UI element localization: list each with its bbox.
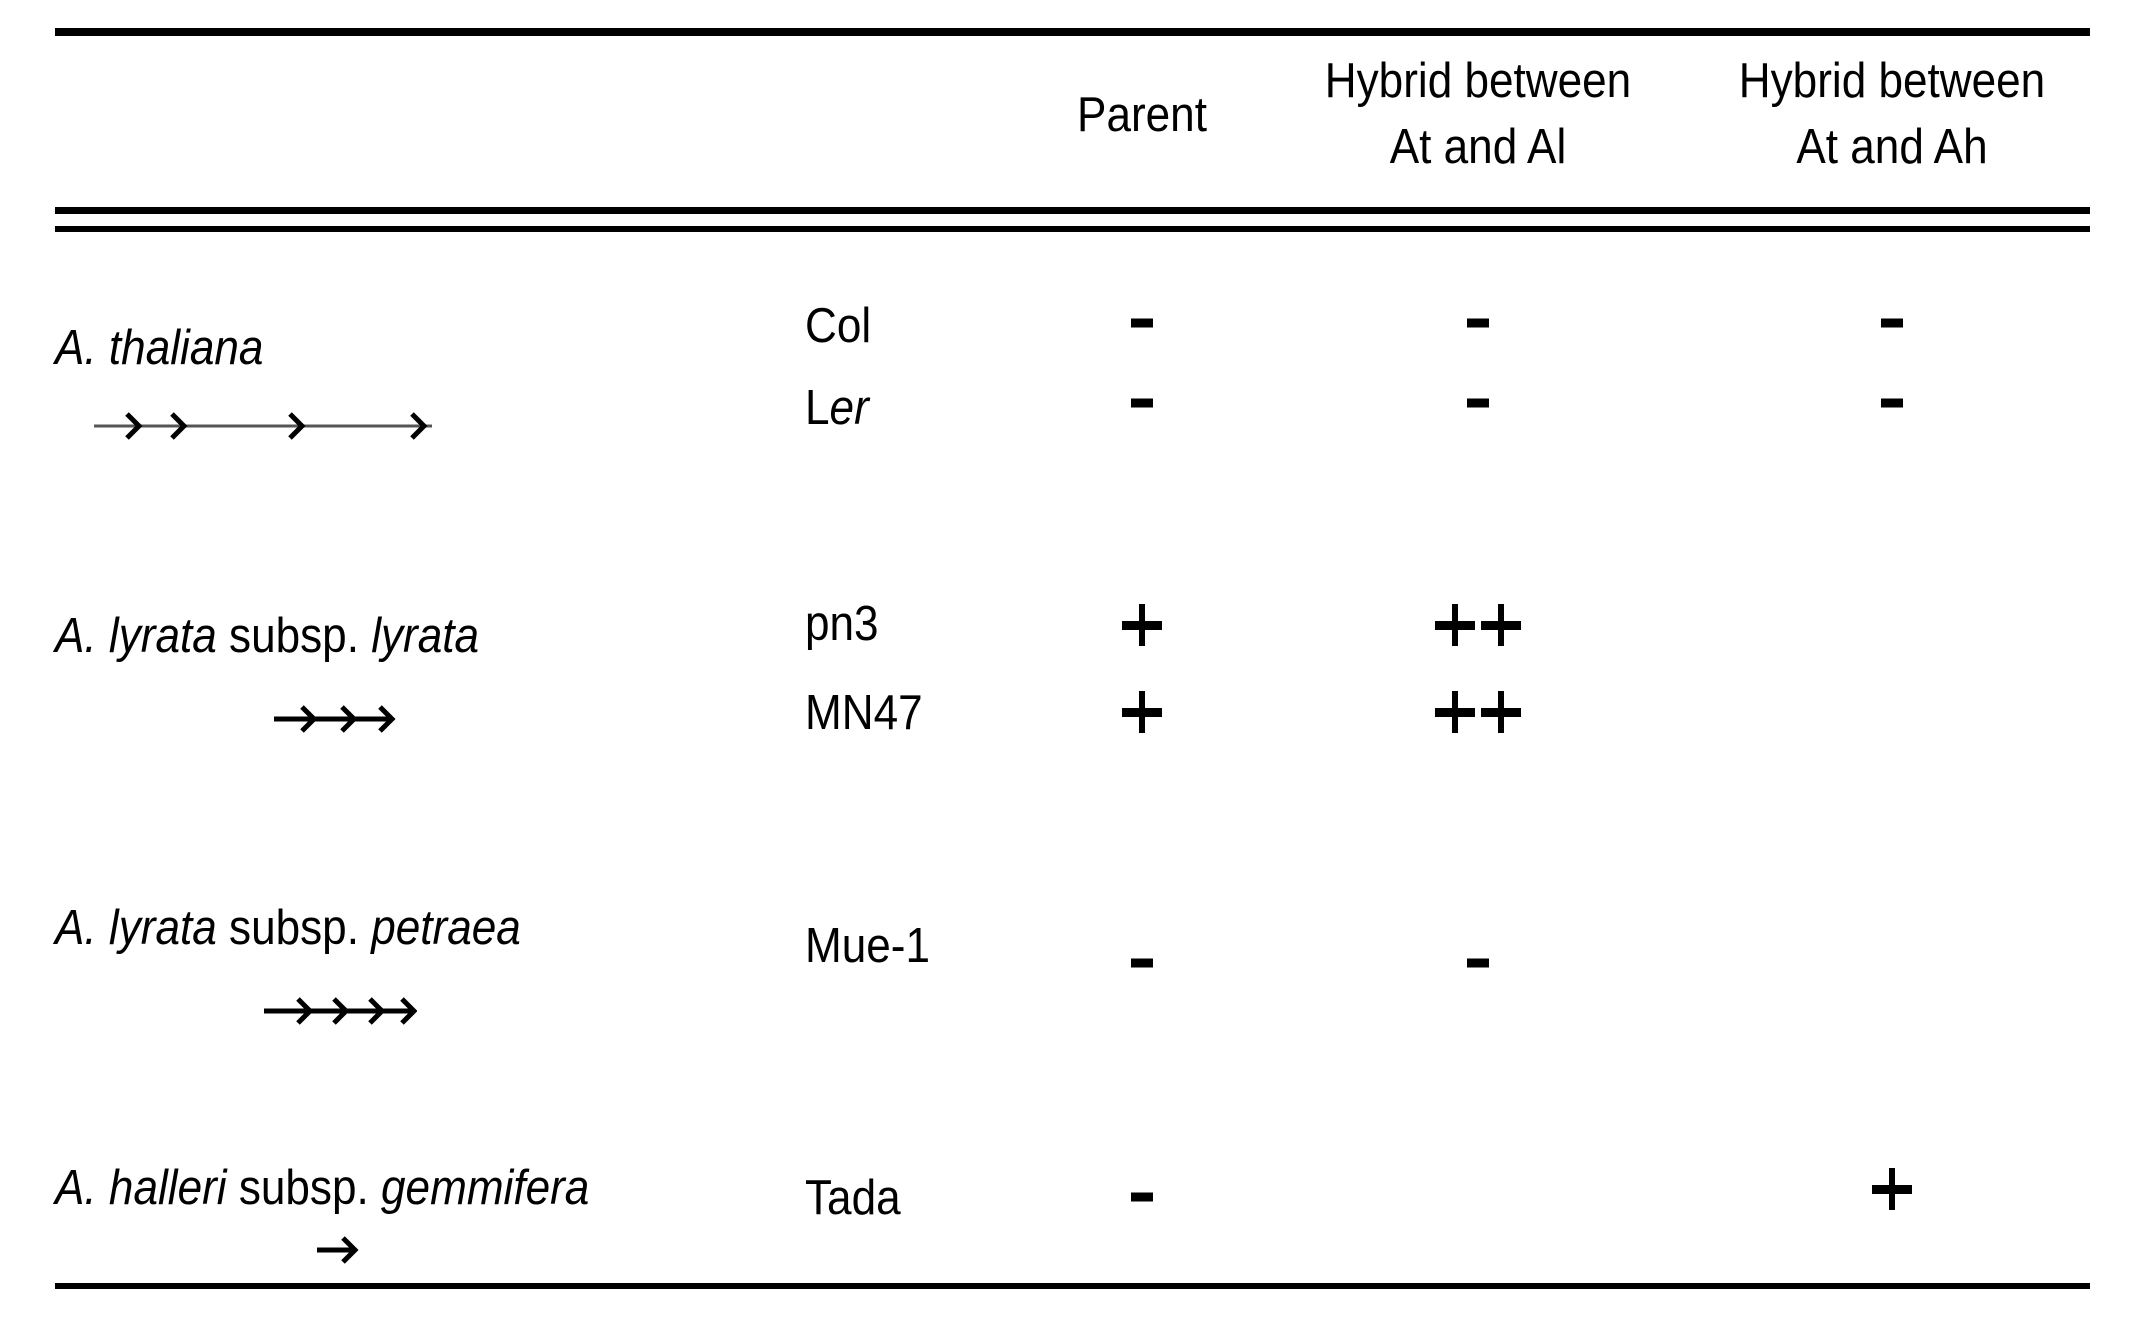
minus-icon [1467, 319, 1489, 328]
header-hybrid-at-ah [1739, 48, 2045, 180]
header-hybrid-at-al-line1: Hybrid between [1324, 54, 1632, 108]
species-label [55, 320, 263, 376]
species-rank: subsp. [216, 609, 372, 663]
hybrid-ah-result-minus [1881, 399, 1903, 408]
minus-icon [1881, 319, 1903, 328]
hybrid-al-result-minus [1467, 399, 1489, 408]
single-arrow-icon [315, 1233, 361, 1267]
plus-icon [1435, 691, 1475, 733]
accession-name: Mue-1 [805, 919, 931, 973]
species-genus-epithet: A. lyrata [55, 901, 217, 955]
minus-icon [1467, 959, 1489, 968]
top-rule [55, 28, 2090, 36]
accession-name: Col [805, 299, 872, 353]
accession-name: MN47 [805, 686, 923, 740]
minus-icon [1467, 399, 1489, 408]
minus-icon [1131, 1193, 1153, 1202]
minus-icon [1881, 399, 1903, 408]
species-genus-epithet: A. halleri [55, 1161, 227, 1215]
plus-icon [1122, 691, 1162, 733]
parent-result-plus [1119, 595, 1165, 657]
species-genus-epithet: A. thaliana [55, 321, 264, 375]
accession-ler [805, 380, 869, 436]
header-hybrid-at-ah-line1: Hybrid between [1738, 54, 2046, 108]
accession-tada [805, 1170, 901, 1226]
accession-mue-1 [805, 918, 930, 974]
species-rank: subsp. [216, 901, 372, 955]
header-hybrid-at-ah-line2: At and Ah [1796, 120, 1988, 174]
species-genus-epithet: A. lyrata [55, 609, 217, 663]
plus-icon [1481, 604, 1521, 646]
header-rule-upper [55, 207, 2090, 214]
bottom-rule [55, 1283, 2090, 1289]
plus-icon [1122, 604, 1162, 646]
header-parent-line1: Parent [1077, 88, 1207, 142]
species-label [55, 608, 479, 664]
header-hybrid-at-al-line2: At and Al [1389, 120, 1567, 174]
minus-icon [1131, 319, 1153, 328]
accession-name: pn3 [805, 597, 879, 651]
header-hybrid-at-al [1325, 48, 1631, 180]
hybrid-al-result-minus [1467, 959, 1489, 968]
species-rank: subsp. [226, 1161, 382, 1215]
parent-result-minus [1131, 959, 1153, 968]
arrow-line-four-chevrons-icon [92, 408, 442, 444]
accession-mn47 [805, 685, 923, 741]
quadruple-arrow-icon [262, 994, 417, 1028]
accession-col [805, 298, 871, 354]
minus-icon [1131, 399, 1153, 408]
species-subspecies: petraea [371, 901, 521, 955]
parent-result-minus [1131, 1193, 1153, 1202]
accession-name-italic: er [829, 381, 869, 435]
species-label [55, 1160, 589, 1216]
species-label [55, 900, 521, 956]
parent-result-plus [1119, 682, 1165, 744]
plus-icon [1872, 1168, 1912, 1210]
plus-icon [1481, 691, 1521, 733]
header-parent [1077, 82, 1207, 148]
hybrid-al-result-double-plus [1432, 595, 1524, 657]
accession-name: Tada [805, 1171, 901, 1225]
species-subspecies: lyrata [371, 609, 480, 663]
parent-result-minus [1131, 399, 1153, 408]
triple-arrow-icon [272, 702, 396, 736]
plus-icon [1435, 604, 1475, 646]
minus-icon [1131, 959, 1153, 968]
accession-pn3 [805, 596, 879, 652]
hybrid-ah-result-minus [1881, 319, 1903, 328]
parent-result-minus [1131, 319, 1153, 328]
hybrid-ah-result-plus [1869, 1159, 1915, 1221]
hybrid-al-result-double-plus [1432, 682, 1524, 744]
header-rule-lower [55, 226, 2090, 232]
species-subspecies: gemmifera [381, 1161, 590, 1215]
accession-name-roman: L [805, 381, 830, 435]
hybrid-al-result-minus [1467, 319, 1489, 328]
